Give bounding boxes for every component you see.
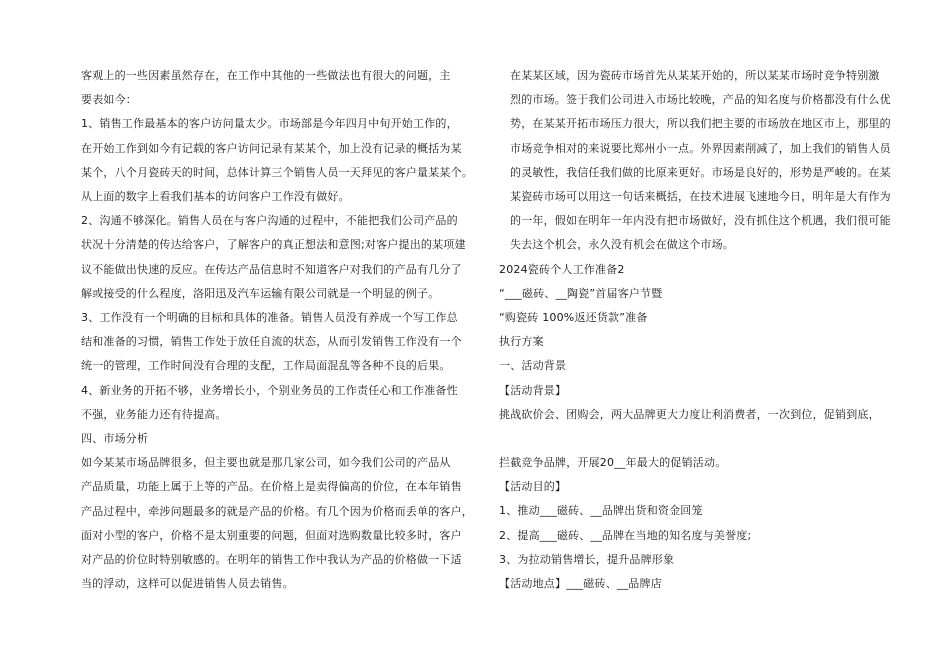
event-title-line: “购瓷砖 100%返还货款”准备 [499, 311, 648, 325]
list-item: 1、推动___磁砖、__品牌出货和资金回笼 [499, 504, 703, 518]
text-line: 客观上的一些因素虽然存在，在工作中其他的一些做法也有很大的问题，主 [81, 69, 451, 82]
text-line: 产品质量，功能上属于上等的产品。在价格上是卖得偏高的价位，在本年销售 [81, 480, 462, 494]
section-label: 执行方案 [499, 335, 544, 349]
text-line: 产品过程中，牵涉问题最多的就是产品的价格。有几个因为价格而丢单的客户， [81, 504, 473, 518]
plan-header-block [499, 258, 879, 427]
text-line: 在某某区域，因为瓷砖市场首先从某某开始的，所以某某市场时竞争特别激 [510, 69, 880, 82]
document-subtitle: 2024瓷砖个人工作准备2 [499, 262, 625, 276]
section-heading: 【活动地点】___磁砖、__品牌店 [499, 577, 662, 591]
text-line: 不强，业务能力还有待提高。 [81, 407, 227, 421]
text-line: 结和准备的习惯，销售工作处于放任自流的状态，从而引发销售工作没有一个 [81, 335, 462, 349]
text-line: 挑战砍价会、团购会，两大品牌更大力度让利消费者，一次到位，促销到底， [499, 407, 880, 421]
text-line: 当的浮动，这样可以促进销售人员去销售。 [81, 577, 294, 591]
text-line: 3、工作没有一个明确的目标和具体的准备。销售人员没有养成一个写工作总 [81, 311, 458, 325]
paragraph-item-3 [70, 306, 462, 379]
event-title-line: “___磁砖、__陶瓷”首届客户节暨 [499, 286, 663, 300]
paragraph-item-1 [70, 112, 473, 209]
right-column [499, 64, 891, 596]
text-line: 面对小型的客户，价格不是太别重要的问题，但面对选购数量比较多时，客户 [81, 528, 462, 542]
text-line: 市场竞争相对的来说要比郑州小一点。外界因素削减了，加上我们的销售人员 [510, 141, 891, 155]
text-line: 势，在某某开拓市场压力很大，所以我们把主要的市场放在地区市上，那里的 [510, 117, 891, 131]
text-line: 对产品的价位时特别敏感的。在明年的销售工作中我认为产品的价格做一下适 [81, 553, 462, 567]
text-line: 如今某某市场品牌很多，但主要也就是那几家公司，如今我们公司的产品从 [81, 456, 451, 470]
section-heading: 【活动目的】 [499, 480, 567, 494]
text-line: 某瓷砖市场可以用这一句话来概括，在技术进展飞速地今日，明年是大有作为 [510, 190, 891, 204]
text-line: 四、市场分析 [81, 432, 149, 446]
section-heading: 一、活动背景 [499, 359, 567, 373]
paragraph-item-4 [70, 379, 462, 427]
text-line: 统一的管理，工作时间没有合理的支配，工作局面混乱等各种不良的后果。 [81, 359, 451, 373]
text-line: 1、销售工作最基本的客户访问量太少。市场部是今年四月中旬开始工作的， [81, 117, 458, 131]
text-line: 议不能做出快速的反应。在传达产品信息时不知道客户对我们的产品有几分了 [81, 262, 462, 276]
paragraph-intro [70, 64, 462, 112]
section-heading: 【活动背景】 [499, 383, 567, 397]
text-line: 失去这个机会，永久没有机会在做这个市场。 [510, 238, 734, 252]
text-line: 在开始工作到如今有记载的客户访问记录有某某个，加上没有记录的概括为某 [81, 141, 462, 155]
text-line: 要表如今： [81, 93, 137, 107]
text-line: 拦截竞争品牌，开展20__年最大的促销活动。 [499, 456, 727, 470]
text-line: 烈的市场。签于我们公司进入市场比较晚，产品的知名度与价格都没有什么优 [510, 93, 891, 107]
paragraph-region [499, 64, 891, 258]
text-line: 4、新业务的开拓不够，业务增长小，个别业务员的工作责任心和工作准备性 [81, 383, 458, 397]
section-heading-market-analysis [70, 427, 462, 451]
plan-details-block [499, 451, 879, 596]
text-line: 的灵敏性，我信任我们做的比原来更好。市场是良好的，形势是严峻的。在某 [510, 165, 891, 179]
text-line: 某个，八个月瓷砖天的时间，总体计算三个销售人员一天拜见的客户量某某个。 [81, 165, 473, 179]
paragraph-item-2 [70, 209, 466, 306]
text-line: 状况十分清楚的传达给客户，了解客户的真正想法和意图;对客户提出的某项建 [81, 238, 466, 252]
left-column [70, 64, 473, 596]
text-line: 从上面的数字上看我们基本的访问客户工作没有做好。 [81, 190, 350, 204]
list-item: 3、为拉动销售增长，提升品牌形象 [499, 552, 675, 566]
blank-gap [499, 427, 879, 451]
list-item: 2、提高___磁砖、__品牌在当地的知名度与美誉度; [499, 528, 752, 542]
paragraph-market [70, 451, 473, 596]
text-line: 解或接受的什么程度，洛阳迅及汽车运输有限公司就是一个明显的例子。 [81, 286, 440, 300]
text-line: 2、沟通不够深化。销售人员在与客户沟通的过程中，不能把我们公司产品的 [81, 214, 458, 228]
text-line: 的一年，假如在明年一年内没有把市场做好，没有抓住这个机遇，我们很可能 [510, 214, 891, 228]
